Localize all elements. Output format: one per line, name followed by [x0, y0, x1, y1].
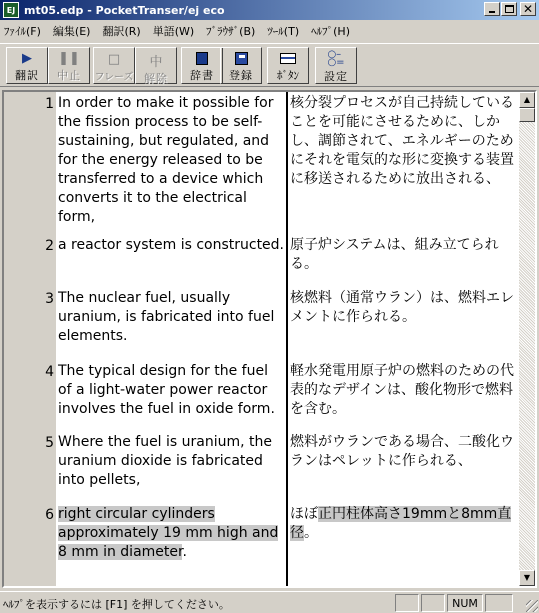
toolbar: [0, 43, 539, 87]
menu-bar: [0, 21, 539, 41]
unlink-button[interactable]: [135, 47, 177, 84]
phrase-label: フレーズ: [94, 72, 134, 83]
segment-number: 6: [45, 507, 54, 523]
status-pane: [485, 594, 513, 612]
status-pane: [395, 594, 419, 612]
arrow-down-icon: ▼: [523, 573, 531, 582]
translate-button[interactable]: [6, 47, 48, 84]
target-text[interactable]: 核分裂プロセスが自己持続していることを可能にさせるために、しかし、調節されて、エネルギーのためにそれを電気的な形に変換する装置に移送されるために放出される、: [290, 95, 514, 187]
phrase-button[interactable]: [93, 47, 135, 84]
maximize-button[interactable]: [501, 2, 517, 16]
num-lock-indicator: NUM: [447, 594, 483, 612]
register-button[interactable]: [220, 47, 262, 84]
minimize-icon: [489, 11, 495, 13]
unlink-icon: 中: [149, 54, 163, 70]
source-text-highlight: 19 mm high and 8 mm in diameter: [58, 525, 279, 560]
close-button[interactable]: [520, 2, 536, 16]
target-text[interactable]: 燃料がウランである場合、二酸化ウランはペレットに作られる、: [290, 434, 514, 469]
register-label: 登録: [229, 69, 253, 82]
target-text[interactable]: [290, 505, 516, 543]
source-text[interactable]: The nuclear fuel, usually uranium, is fabricated into fuel elements.: [58, 290, 275, 344]
scroll-thumb[interactable]: [519, 108, 535, 122]
segment-number: 1: [45, 96, 54, 112]
segment-number: 3: [45, 291, 54, 307]
source-text[interactable]: Where the fuel is uranium, the uranium dioxide is fabricated into pellets,: [58, 434, 273, 488]
pause-icon: ❚❚: [58, 51, 80, 66]
buttons-button[interactable]: [267, 47, 309, 84]
title-bar: [0, 0, 539, 20]
register-icon: [235, 52, 248, 65]
source-text[interactable]: [58, 505, 284, 562]
status-bar: [0, 591, 539, 613]
minimize-button[interactable]: [484, 2, 500, 16]
buttons-label: ﾎﾞﾀﾝ: [277, 69, 299, 82]
stop-button[interactable]: [48, 47, 90, 84]
book-icon: [196, 52, 208, 65]
arrow-up-icon: ▲: [523, 95, 531, 104]
target-text-part: 。: [304, 525, 318, 541]
scroll-down-button[interactable]: [519, 570, 535, 586]
menu-word[interactable]: 単語(W): [152, 25, 195, 38]
resize-grip[interactable]: [526, 600, 538, 612]
target-text-part: ほぼ: [290, 506, 318, 522]
menu-translate[interactable]: 翻訳(R): [102, 25, 141, 38]
target-text-highlight: 正円柱体高さ19mmと8mm直径: [290, 506, 512, 541]
segment-number: 2: [45, 238, 54, 254]
settings-label: 設定: [324, 70, 348, 83]
unlink-label: 解除: [144, 72, 168, 85]
window-title: mt05.edp - PocketTranser/ej eco: [24, 3, 225, 17]
stop-label: 中止: [57, 69, 81, 82]
source-text[interactable]: In order to make it possible for the fission process to be self-sustaining, but regulated, and for the energy released to be transferred to a device which converts it to the electrical form,: [58, 95, 274, 225]
phrase-icon: □: [107, 51, 121, 67]
menu-browser[interactable]: ﾌﾞﾗｳｻﾞ(B): [206, 25, 256, 38]
status-help-text: ﾍﾙﾌﾟを表示するには [F1] を押してください。: [3, 598, 230, 611]
source-text-part: right circular cylinders approximately: [58, 506, 215, 541]
target-text[interactable]: 原子炉システムは、組み立てられる。: [290, 237, 499, 272]
settings-icon: ○– ○=: [327, 49, 345, 68]
column-divider[interactable]: [286, 92, 288, 586]
close-icon: ✕: [522, 2, 534, 16]
translate-label: 翻訳: [15, 69, 39, 82]
app-icon[interactable]: EJ: [3, 2, 19, 18]
settings-button[interactable]: [315, 47, 357, 84]
menu-file[interactable]: ﾌｧｲﾙ(F): [4, 25, 41, 38]
maximize-icon: [505, 5, 514, 13]
status-pane: [421, 594, 445, 612]
vertical-scrollbar[interactable]: [519, 92, 535, 586]
scroll-up-button[interactable]: [519, 92, 535, 108]
menu-tools[interactable]: ﾂｰﾙ(T): [267, 25, 300, 38]
menu-help[interactable]: ﾍﾙﾌﾟ(H): [311, 25, 350, 38]
translation-editor[interactable]: [2, 90, 537, 588]
source-text[interactable]: a reactor system is constructed.: [58, 237, 285, 253]
source-text[interactable]: The typical design for the fuel of a light-water power reactor involves the fuel in oxide form.: [58, 363, 275, 417]
dictionary-button[interactable]: [181, 47, 223, 84]
target-text[interactable]: 核燃料（通常ウラン）は、燃料エレメントに作られる。: [290, 290, 514, 325]
segment-number: 5: [45, 435, 54, 451]
target-text[interactable]: 軽水発電用原子炉の燃料のための代表的なデザインは、酸化物形で燃料を含む。: [290, 363, 514, 417]
play-icon: ▶: [22, 51, 32, 66]
button-icon: [280, 53, 296, 64]
menu-edit[interactable]: 編集(E): [52, 25, 91, 38]
dictionary-label: 辞書: [190, 69, 214, 82]
segment-number: 4: [45, 364, 54, 380]
source-text-part: .: [182, 544, 187, 560]
